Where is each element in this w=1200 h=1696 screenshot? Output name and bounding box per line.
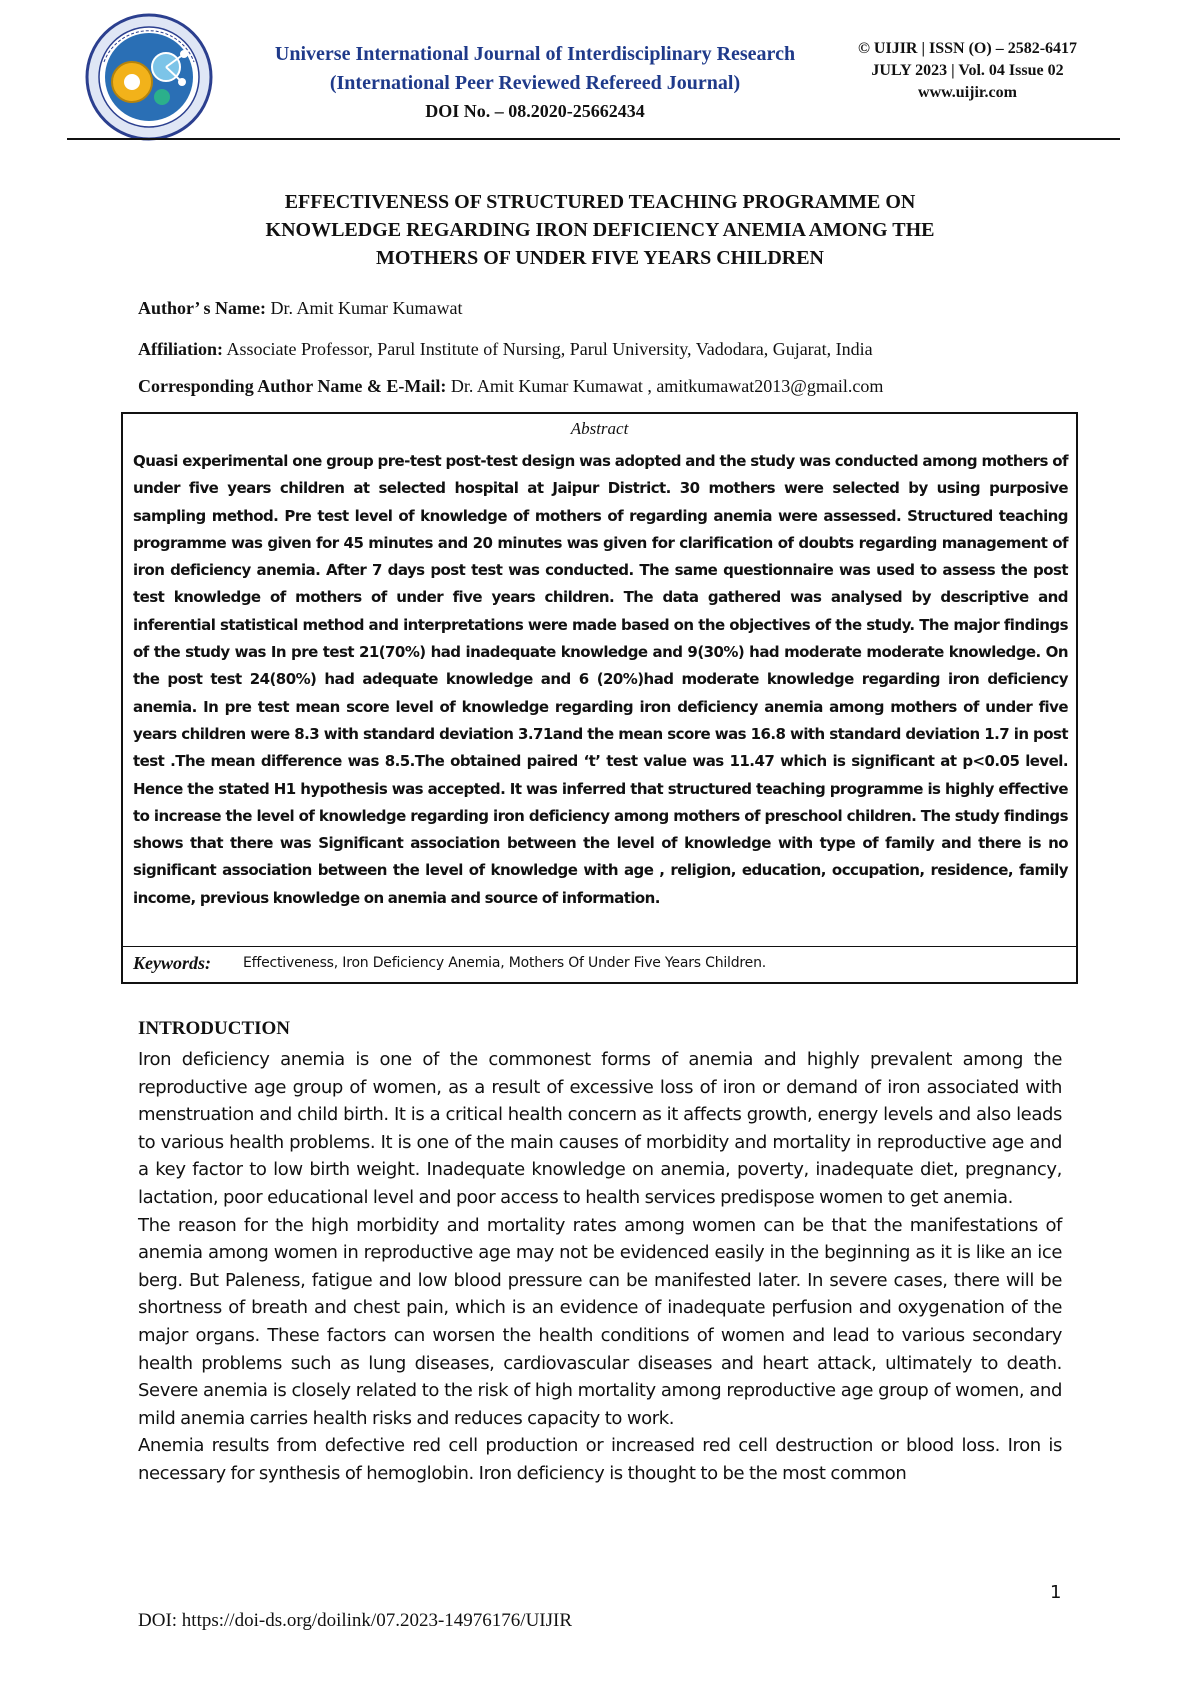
journal-subtitle: (International Peer Reviewed Refereed Journal) bbox=[329, 72, 741, 94]
title-line: MOTHERS OF UNDER FIVE YEARS CHILDREN bbox=[375, 247, 824, 269]
abstract-box bbox=[121, 412, 1078, 984]
author-name-line bbox=[138, 296, 1088, 320]
corresponding-label: Corresponding Author Name & E-Mail: bbox=[138, 376, 447, 396]
keywords-text: Effectiveness, Iron Deficiency Anemia, Mothers Of Under Five Years Children. bbox=[243, 955, 767, 971]
author-label: Author’ s Name: bbox=[138, 298, 266, 318]
introduction-paragraph: Anemia results from defective red cell production or increased red cell destruction or blood loss. Iron is necessary for synthesis of hemoglobin. Iron deficiency is thought to be the most common bbox=[138, 1435, 1062, 1484]
keywords-row bbox=[123, 946, 1076, 983]
abstract-text: Quasi experimental one group pre-test post-test design was adopted and the study was conducted among mothers of under five years children at selected hospital at Jaipur District. 30 mothers were selected by using purposive sampling method. Pre test level of knowledge of mothers of regarding anemia were assessed. Structured teaching programme was given for 45 minutes and 20 minutes was given for clarification of doubts regarding management of iron deficiency anemia. After 7 days post test was conducted. The same questionnaire was used to assess the post test knowledge of mothers of under five years children. The data gathered was analysed by descriptive and inferential statistical method and interpretations were made based on the objectives of the study. The major findings of the study was In pre test 21(70%) had inadequate knowledge and 9(30%) had moderate moderate knowledge. On the post test 24(80%) had adequate knowledge and 6 (20%)had moderate knowledge regarding iron deficiency anemia. In pre test mean score level of knowledge regarding iron deficiency anemia among mothers of under five years children were 8.3 with standard deviation 3.71and the mean score was 16.8 with standard deviation 1.7 in post test .The mean difference was 8.5.The obtained paired ‘t’ test value was 11.47 which is significant at p<0.05 level. Hence the stated H1 hypothesis was accepted. It was inferred that structured teaching programme is highly effective to increase the level of knowledge regarding iron deficiency among mothers of preschool children. The study findings shows that there was Significant association between the level of knowledge with type of family and there is no significant association between the level of knowledge with age , religion, education, occupation, residence, family income, previous knowledge on anemia and source of information. bbox=[133, 452, 1068, 907]
abstract-heading: Abstract bbox=[570, 419, 629, 438]
journal-seal-logo-icon bbox=[84, 12, 214, 142]
affiliation-label: Affiliation: bbox=[138, 339, 223, 359]
journal-doi: DOI No. – 08.2020-25662434 bbox=[425, 101, 645, 121]
title-line: KNOWLEDGE REGARDING IRON DEFICIENCY ANEMIA AMONG THE bbox=[265, 219, 935, 241]
journal-header bbox=[0, 0, 1200, 142]
corresponding-value[interactable]: Dr. Amit Kumar Kumawat , amitkumawat2013@gmail.com bbox=[446, 376, 884, 396]
journal-name-block bbox=[225, 40, 845, 124]
introduction-paragraph: The reason for the high morbidity and mortality rates among women can be that the manifestations of anemia among women in reproductive age may not be evidenced easily in the beginning as it is like an ice berg. But Paleness, fatigue and low blood pressure can be manifested later. In severe cases, there will be shortness of breath and chest pain, which is an evidence of inadequate perfusion and oxygenation of the major organs. These factors can worsen the health conditions of women and lead to various secondary health problems such as lung diseases, cardiovascular diseases and heart attack, ultimately to death. Severe anemia is closely related to the risk of high mortality among reproductive age group of women, and mild anemia carries health risks and reduces capacity to work. bbox=[138, 1214, 1062, 1429]
website-link[interactable]: www.uijir.com bbox=[918, 84, 1017, 101]
introduction-paragraph: Iron deficiency anemia is one of the commonest forms of anemia and highly prevalent among the reproductive age group of women, as a result of excessive loss of iron or demand of iron associated with menstruation and child birth. It is a critical health concern as it affects growth, energy levels and also leads to various health problems. It is one of the main causes of morbidity and mortality in reproductive age and a key factor to low birth weight. Inadequate knowledge on anemia, poverty, inadequate diet, pregnancy, lactation, poor educational level and poor access to health services predispose women to get anemia. bbox=[138, 1049, 1062, 1208]
paper-title bbox=[120, 188, 1080, 272]
title-line: EFFECTIVENESS OF STRUCTURED TEACHING PROGRAMME ON bbox=[284, 191, 916, 213]
affiliation-line bbox=[138, 337, 1088, 361]
introduction-body bbox=[138, 1046, 1062, 1488]
footer-doi-link[interactable]: DOI: https://doi-ds.org/doilink/07.2023-14976176/UIJIR bbox=[138, 1610, 573, 1631]
journal-meta bbox=[835, 38, 1100, 104]
journal-title: Universe International Journal of Interdisciplinary Research bbox=[274, 43, 796, 65]
author-value: Dr. Amit Kumar Kumawat bbox=[265, 298, 463, 318]
introduction-heading: INTRODUCTION bbox=[138, 1018, 291, 1039]
keywords-label: Keywords: bbox=[133, 953, 211, 973]
issn-line: © UIJIR | ISSN (O) – 2582-6417 bbox=[857, 40, 1078, 57]
corresponding-author-line bbox=[138, 374, 1088, 398]
page-number: 1 bbox=[1050, 1582, 1062, 1603]
header-rule bbox=[67, 138, 1120, 140]
issue-line: JULY 2023 | Vol. 04 Issue 02 bbox=[871, 62, 1064, 79]
affiliation-value: Associate Professor, Parul Institute of Nursing, Parul University, Vadodara, Gujarat, India bbox=[223, 339, 873, 359]
